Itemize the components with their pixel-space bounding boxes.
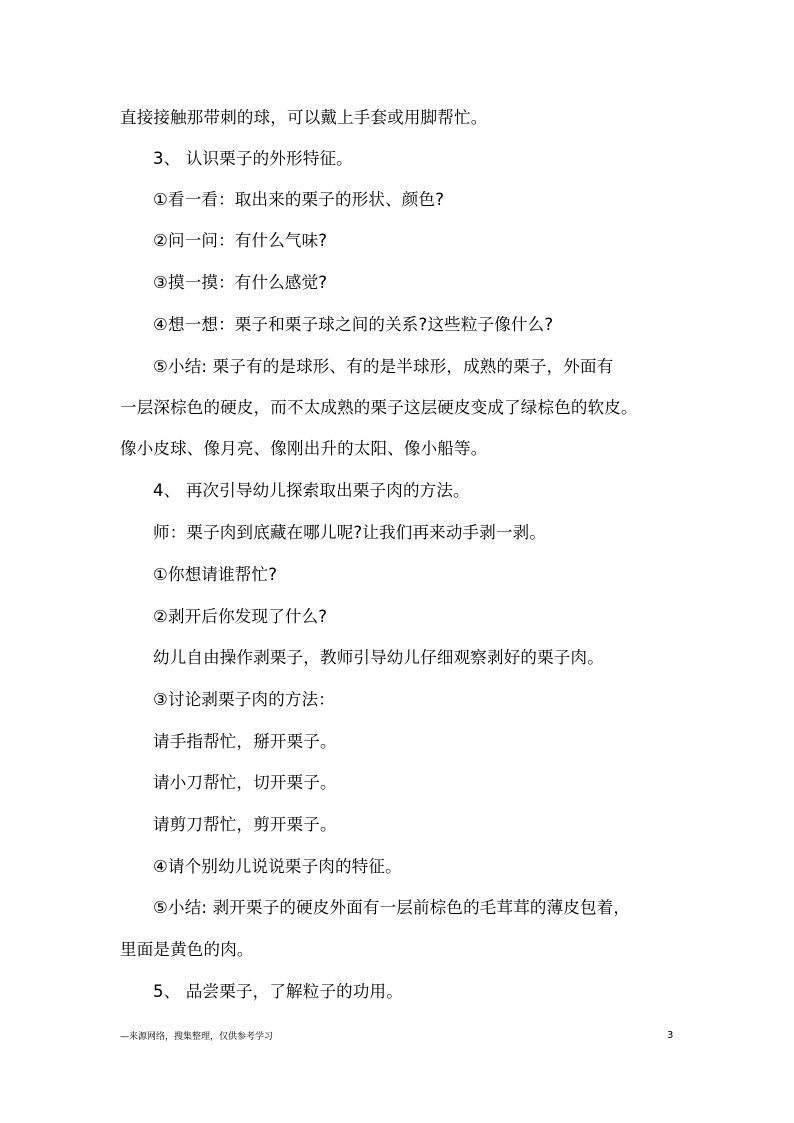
section-heading: 5、 品尝栗子，了解粒子的功用。 [153,982,403,1001]
list-item: ①你想请谁帮忙? [153,565,278,584]
paragraph-line: 直接接触那带刺的球，可以戴上手套或用脚帮忙。 [120,108,488,127]
summary-line: ⑤小结: 栗子有的是球形、有的是半球形，成熟的栗子，外面有 [153,357,614,376]
summary-line: ⑤小结: 剥开栗子的硬皮外面有一层前棕色的毛茸茸的薄皮包着， [153,898,631,917]
list-item: ④想一想：栗子和栗子球之间的关系?这些粒子像什么? [153,315,554,334]
paragraph-line: 像小皮球、像月亮、像刚出升的太阳、像小船等。 [120,439,488,458]
paragraph-line: 里面是黄色的肉。 [120,940,254,959]
list-item: ②剥开后你发现了什么? [153,607,328,626]
section-heading: 4、 再次引导幼儿探索取出栗子肉的方法。 [153,481,470,500]
list-item: ②问一问：有什么气味? [153,231,328,250]
list-item: ③摸一摸：有什么感觉? [153,273,328,292]
list-item: ③讨论剥栗子肉的方法： [153,690,335,709]
paragraph-line: 一层深棕色的硬皮，而不太成熟的栗子这层硬皮变成了绿棕色的软皮。 [120,398,638,417]
list-item: ①看一看：取出来的栗子的形状、颜色? [153,190,445,209]
section-heading: 3、 认识栗子的外形特征。 [153,149,353,168]
paragraph-line: 师：栗子肉到底藏在哪儿呢?让我们再来动手剥一剥。 [153,523,547,542]
list-item: 请手指帮忙，掰开栗子。 [153,732,337,751]
paragraph-line: 幼儿自由操作剥栗子，教师引导幼儿仔细观察剥好的栗子肉。 [153,648,604,667]
list-item: 请剪刀帮忙，剪开栗子。 [153,815,337,834]
list-item: 请小刀帮忙，切开栗子。 [153,773,337,792]
list-item: ④请个别幼儿说说栗子肉的特征。 [153,857,402,876]
page-number: 3 [667,1030,674,1041]
footer-source-note: —来源网络，搜集整理，仅供参考学习 [120,1032,274,1042]
